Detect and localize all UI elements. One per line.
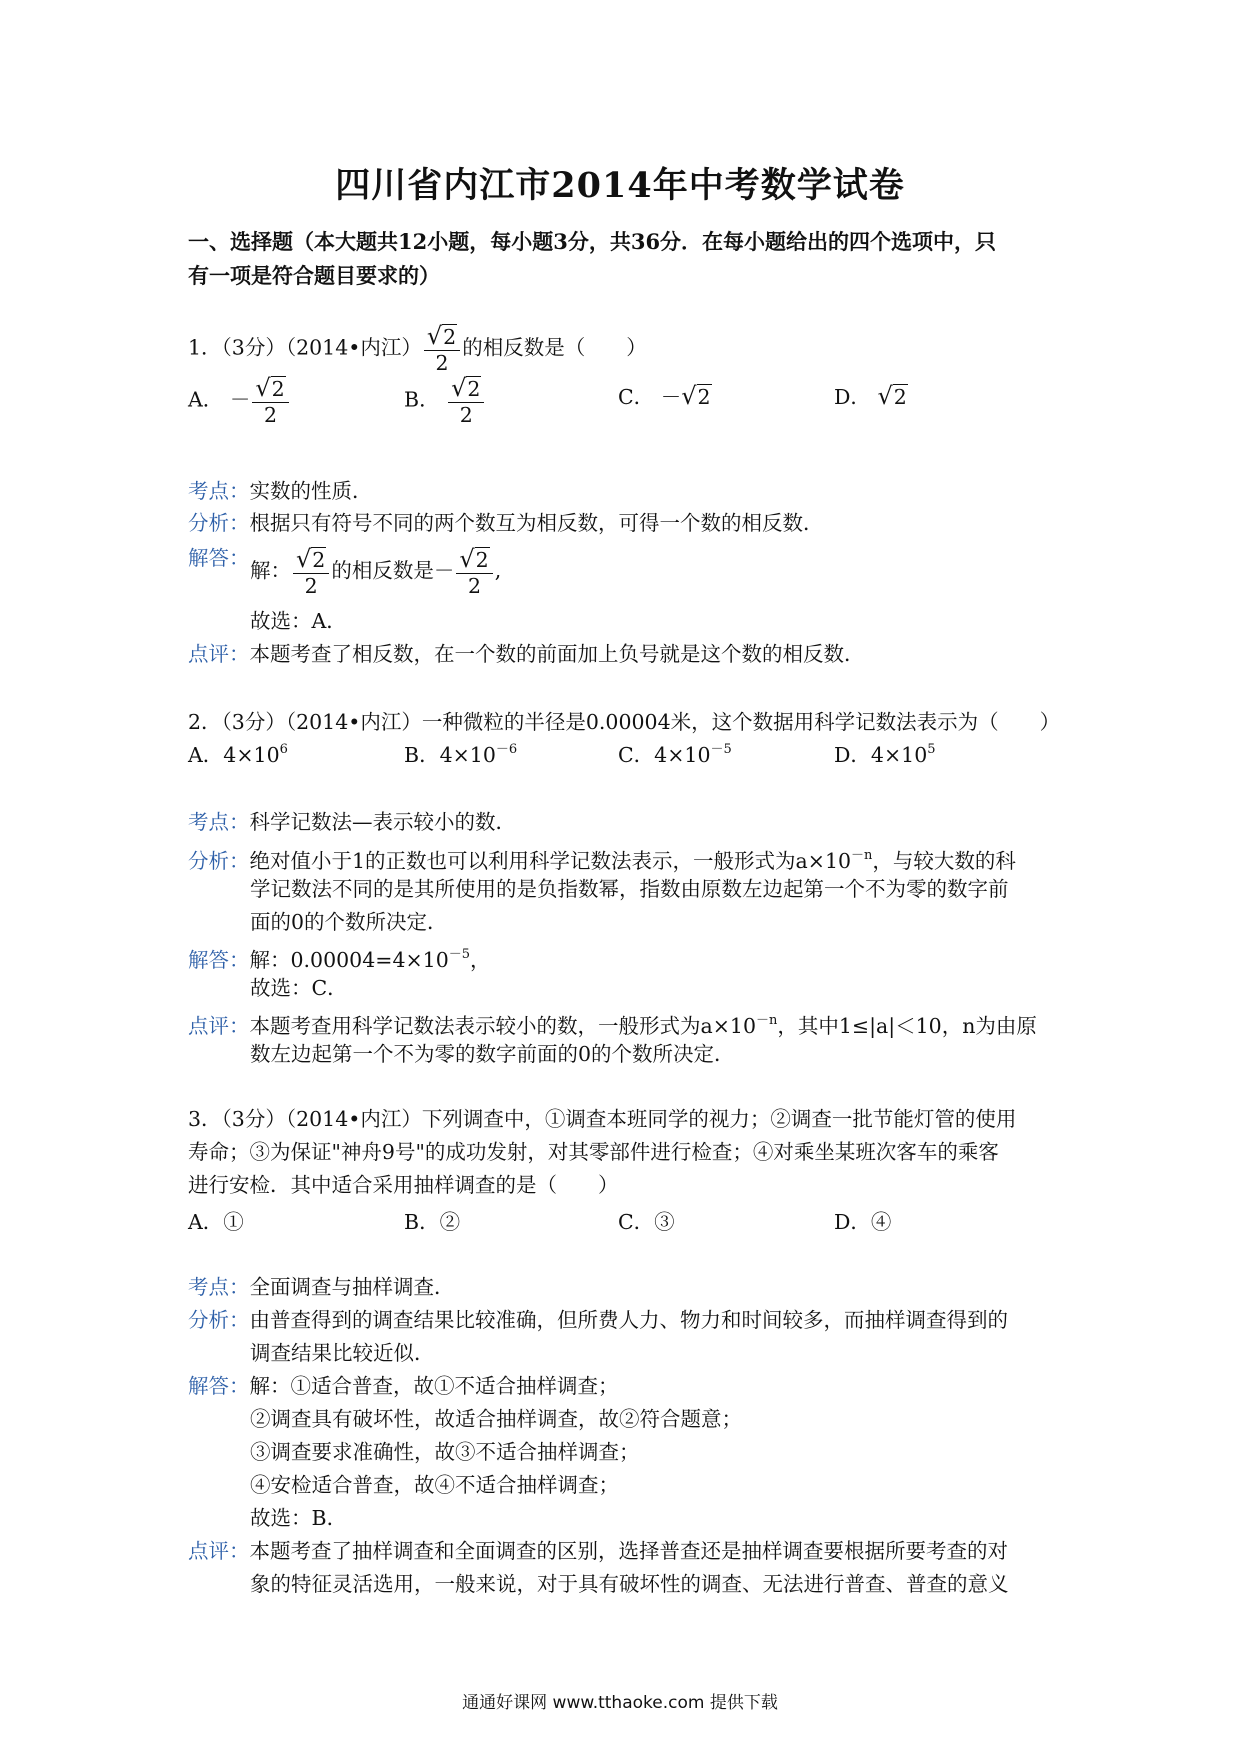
q1-suffix: 的相反数是（ ） bbox=[462, 335, 647, 360]
q1-option-a: A． － $\frac{√2}{2}$ bbox=[188, 375, 291, 427]
q3-guxuan: 故选：B． bbox=[250, 1506, 348, 1530]
page-title: 四川省内江市2014年中考数学试卷 bbox=[335, 165, 905, 206]
q3-jieda-line3: ③调查要求准确性，故③不适合抽样调查； bbox=[250, 1440, 640, 1464]
q3-dianping: 点评：本题考查了抽样调查和全面调查的区别，选择普查还是抽样调查要根据所要考查的对 bbox=[188, 1539, 1008, 1563]
q2-jieda: 解答：解：$0.00004=4\times 10^{-5}$， bbox=[188, 947, 491, 972]
q2-stem: 2．（3分）（2014•内江）一种微粒的半径是0.00004米，这个数据用科学记数法表示为（ ） bbox=[188, 710, 1061, 734]
q2-dianping: 点评：本题考查用科学记数法表示较小的数，一般形式为$a\times 10^{-n}$，其中1≤|a|＜10，n为由原 bbox=[188, 1013, 1037, 1038]
q3-option-a: A．① bbox=[188, 1210, 244, 1234]
q1-dianping: 点评：本题考查了相反数，在一个数的前面加上负号就是这个数的相反数． bbox=[188, 642, 865, 666]
q2-fenxi: 分析：绝对值小于1的正数也可以利用科学记数法表示，一般形式为$a\times 10^{-n}$，与较大数的科 bbox=[188, 848, 1016, 873]
q3-dianping-line2: 象的特征灵活选用，一般来说，对于具有破坏性的调查、无法进行普查、普查的意义 bbox=[250, 1572, 1009, 1596]
q3-fenxi: 分析：由普查得到的调查结果比较准确，但所费人力、物力和时间较多，而抽样调查得到的 bbox=[188, 1308, 1008, 1332]
q1-jieda: 解： $\frac{√2}{2}$ 的相反数是－ $\frac{√2}{2}$ , bbox=[250, 545, 502, 598]
q2-fenxi-line2: 学记数法不同的是其所使用的是负指数幂，指数由原数左边起第一个不为零的数字前 bbox=[250, 877, 1009, 901]
q1-option-c: C． －√2 bbox=[618, 382, 711, 410]
q2-option-a: A．$4\times 10^6$ bbox=[188, 742, 288, 767]
section-header-line2: 有一项是符合题目要求的） bbox=[188, 263, 440, 288]
q2-fenxi-line3: 面的0的个数所决定． bbox=[250, 910, 448, 934]
q2-dianping-line2: 数左边起第一个不为零的数字前面的0的个数所决定． bbox=[250, 1042, 735, 1066]
q3-kaodian: 考点：全面调查与抽样调查． bbox=[188, 1275, 455, 1299]
page-footer: 通通好课网 www.tthaoke.com 提供下载 bbox=[462, 1693, 778, 1713]
q2-kaodian: 考点：科学记数法—表示较小的数． bbox=[188, 810, 516, 834]
q2-option-d: D．$4\times 10^5$ bbox=[834, 742, 936, 767]
q3-option-c: C．③ bbox=[618, 1210, 675, 1234]
q2-guxuan: 故选：C． bbox=[250, 976, 348, 1000]
q1-jieda-tag: 解答： bbox=[188, 546, 250, 570]
fraction-sqrt2-over-2: $\frac{√2}{2}$ bbox=[424, 323, 460, 375]
q1-guxuan: 故选：A． bbox=[250, 609, 347, 633]
q1-fenxi: 分析：根据只有符号不同的两个数互为相反数，可得一个数的相反数． bbox=[188, 511, 824, 535]
q1-stem bbox=[188, 323, 647, 375]
q3-stem-line3: 进行安检．其中适合采用抽样调查的是（ ） bbox=[188, 1173, 619, 1197]
section-header-line1: 一、选择题（本大题共12小题，每小题3分，共36分．在每小题给出的四个选项中，只 bbox=[188, 229, 997, 254]
q3-stem-line1: 3．（3分）（2014•内江）下列调查中，①调查本班同学的视力；②调查一批节能灯管的使用 bbox=[188, 1107, 1017, 1131]
q3-jieda-line4: ④安检适合普查，故④不适合抽样调查； bbox=[250, 1473, 619, 1497]
q3-option-d: D．④ bbox=[834, 1210, 892, 1234]
q2-option-b: B．$4\times 10^{-6}$ bbox=[404, 742, 518, 767]
q2-option-c: C．$4\times 10^{-5}$ bbox=[618, 742, 732, 767]
q1-prefix: 1．（3分）（2014•内江） bbox=[188, 335, 422, 360]
q3-option-b: B．② bbox=[404, 1210, 461, 1234]
q3-jieda: 解答：解：①适合普查，故①不适合抽样调查； bbox=[188, 1374, 619, 1398]
q1-kaodian: 考点：实数的性质． bbox=[188, 479, 373, 503]
q3-jieda-line2: ②调查具有破坏性，故适合抽样调查，故②符合题意； bbox=[250, 1407, 742, 1431]
q3-stem-line2: 寿命；③为保证"神舟9号"的成功发射，对其零部件进行检查；④对乘坐某班次客车的乘客 bbox=[188, 1140, 999, 1164]
q1-option-d: D． √2 bbox=[834, 382, 907, 410]
q1-option-b: B． $\frac{√2}{2}$ bbox=[404, 375, 486, 427]
q3-fenxi-line2: 调查结果比较近似． bbox=[250, 1341, 435, 1365]
